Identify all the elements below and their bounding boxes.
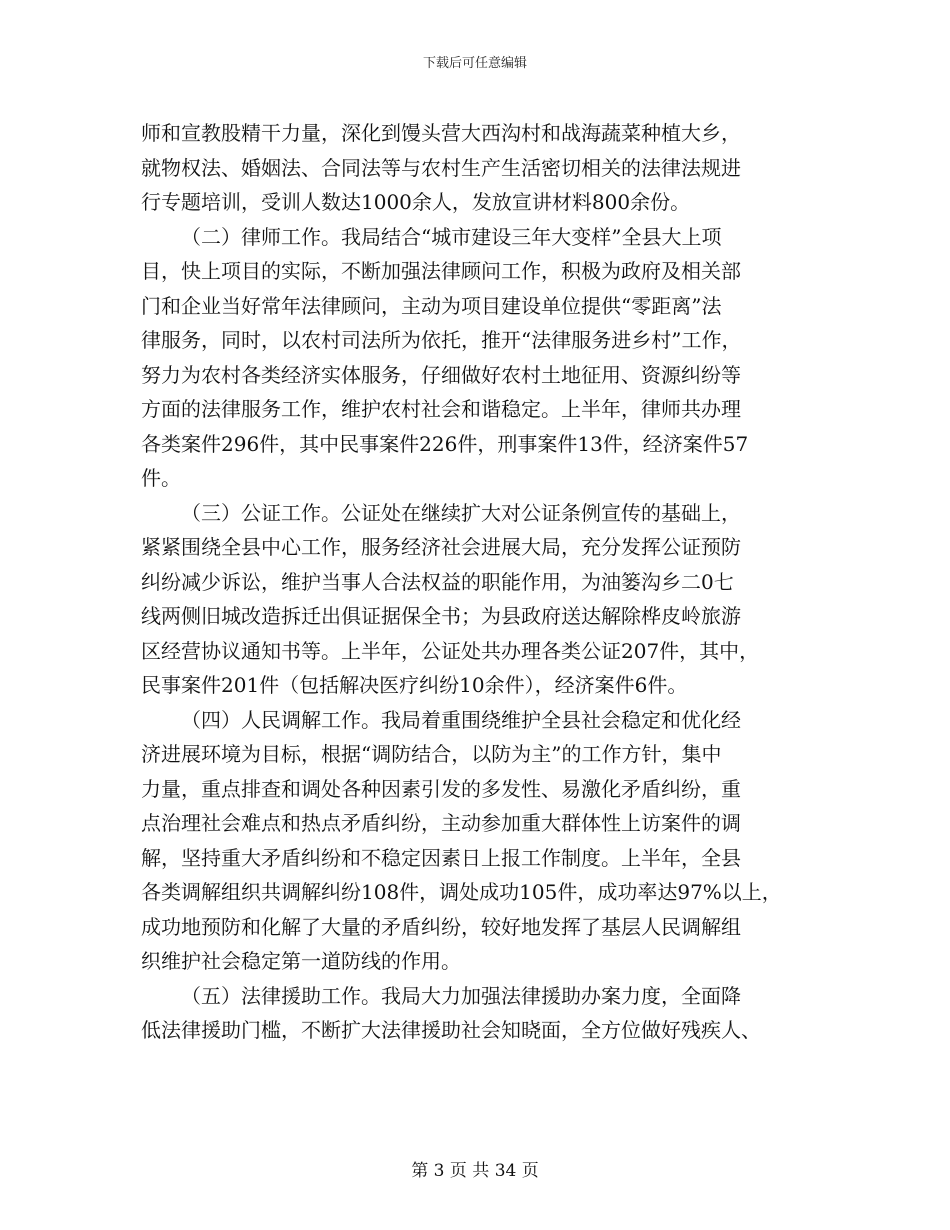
page-header: 下载后可任意编辑	[422, 56, 527, 71]
text-line: 各类案件296件，其中民事案件226件，刑事案件13件，经济案件57	[141, 431, 749, 456]
text-line: 门和企业当好常年法律顾问，主动为项目建设单位提供“零距离”法	[141, 293, 722, 318]
text-line: 就物权法、婚姻法、合同法等与农村生产生活密切相关的法律法规进	[141, 155, 741, 180]
text-line: 成功地预防和化解了大量的矛盾纠纷，较好地发挥了基层人民调解组	[141, 914, 741, 939]
text-line: 低法律援助门槛，不断扩大法律援助社会知晓面，全方位做好残疾人、	[141, 1018, 761, 1042]
text-line: 各类调解组织共调解纠纷108件，调处成功105件，成功率达97%以上，	[141, 880, 782, 904]
document-body	[141, 116, 821, 1048]
text-line: 纠纷减少诉讼，维护当事人合法权益的职能作用，为油篓沟乡二0七	[141, 569, 734, 594]
text-line: 目，快上项目的实际，不断加强法律顾问工作，积极为政府及相关部	[141, 259, 741, 283]
text-line: 紧紧围绕全县中心工作，服务经济社会进展大局，充分发挥公证预防	[141, 535, 741, 559]
text-line: 力量，重点排查和调处各种因素引发的多发性、易激化矛盾纠纷，重	[141, 776, 741, 801]
page-footer: 第 3 页 共 34 页	[411, 1161, 539, 1181]
paragraph-start-line: （五）法律援助工作。我局大力加强法律援助办案力度，全面降	[181, 983, 741, 1008]
paragraph-start-line: （二）律师工作。我局结合“城市建设三年大变样”全县大上项	[181, 224, 722, 249]
text-line: 区经营协议通知书等。上半年，公证处共办理各类公证207件，其中，	[141, 638, 760, 663]
text-line: 方面的法律服务工作，维护农村社会和谐稳定。上半年，律师共办理	[141, 397, 741, 421]
text-line: 件。	[141, 466, 181, 490]
text-line: 民事案件201件（包括解决医疗纠纷10余件），经济案件6件。	[141, 673, 688, 697]
paragraph-start-line: （三）公证工作。公证处在继续扩大对公证条例宣传的基础上，	[181, 500, 741, 525]
text-line: 解，坚持重大矛盾纠纷和不稳定因素日上报工作制度。上半年，全县	[141, 845, 741, 870]
paragraph-start-line: （四）人民调解工作。我局着重围绕维护全县社会稳定和优化经	[181, 707, 741, 732]
text-line: 线两侧旧城改造拆迁出俱证据保全书；为县政府送达解除桦皮岭旅游	[141, 604, 741, 628]
text-line: 律服务，同时，以农村司法所为依托，推开“法律服务进乡村”工作，	[141, 328, 742, 352]
text-line: 织维护社会稳定第一道防线的作用。	[141, 949, 461, 973]
text-line: 行专题培训，受训人数达1000余人，发放宣讲材料800余份。	[141, 190, 691, 214]
text-line: 师和宣教股精干力量，深化到馒头营大西沟村和战海蔬菜种植大乡，	[141, 121, 741, 145]
text-line: 点治理社会难点和热点矛盾纠纷，主动参加重大群体性上访案件的调	[141, 811, 741, 835]
text-line: 济进展环境为目标，根据“调防结合，以防为主”的工作方针，集中	[141, 742, 722, 766]
text-line: 努力为农村各类经济实体服务，仔细做好农村土地征用、资源纠纷等	[141, 362, 741, 387]
